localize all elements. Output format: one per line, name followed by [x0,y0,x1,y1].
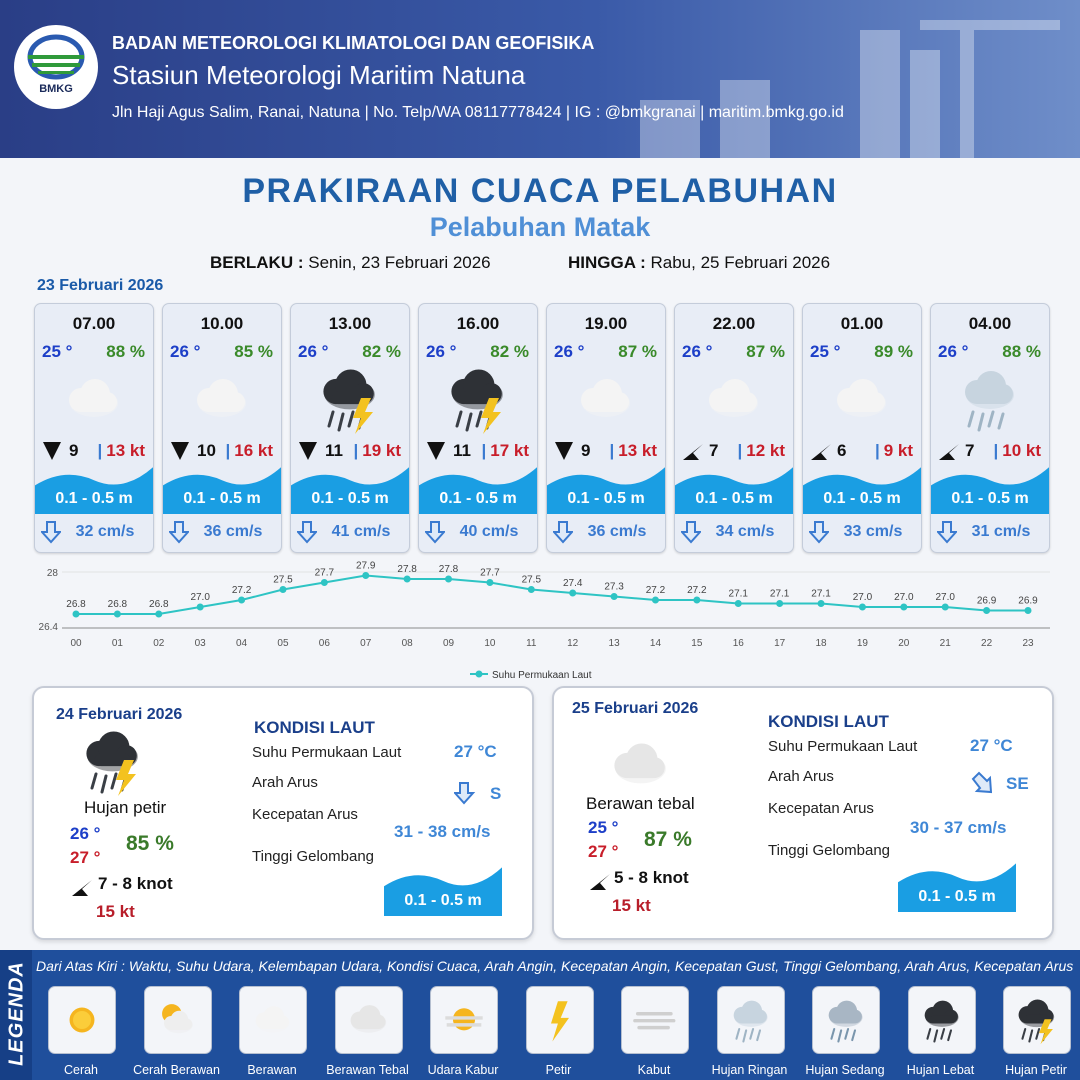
forecast-wind-speed: 10 [197,441,216,460]
panel-temp-max: 27 ° [70,848,101,867]
org-name: BADAN METEOROLOGI KLIMATOLOGI DAN GEOFISIKA [112,33,595,53]
legend-caption: Dari Atas Kiri : Waktu, Suhu Udara, Kelembapan Udara, Kondisi Cuaca, Arah Angin, Kecepatan Angin, Kecepatan Gust, Tinggi Gelombang, Arah Arus, Kecepatan Arus [36,958,1074,974]
chart-data-point [693,597,700,604]
legend-item [430,986,498,1054]
legend-item-label: Petir [545,1063,572,1077]
chart-x-tick-label: 13 [608,638,620,649]
legend-item [239,986,307,1054]
day-panel [32,686,534,940]
page-title: PRAKIRAAN CUACA PELABUHAN [242,172,838,210]
arrow-northeast-icon [681,440,703,462]
panel-temp-min: 26 ° [70,824,101,843]
valid-to-value: Rabu, 25 Februari 2026 [650,253,831,272]
forecast-time: 19.00 [584,314,628,333]
forecast-current-speed: 41 cm/s [331,523,391,540]
panel-date: 25 Februari 2026 [572,700,699,717]
arrow-down-icon [169,520,189,544]
forecast-current-speed: 33 cm/s [843,523,903,540]
forecast-current-speed: 40 cm/s [459,523,519,540]
chart-x-tick-label: 04 [236,638,248,649]
legend-side [0,950,32,1080]
port-illustration [560,0,1080,158]
forecast-card [34,303,154,553]
chart-data-label: 27.7 [314,567,335,579]
forecast-current-speed: 36 cm/s [587,523,647,540]
forecast-time: 22.00 [712,314,756,333]
chart-data-point [155,611,162,618]
forecast-wind-speed: 9 [69,441,79,460]
panel-wave-value: 0.1 - 0.5 m [404,892,482,909]
chart-data-point [404,576,411,583]
sun-cloud-icon [151,993,205,1047]
panel-current-dir-label: Arah Arus [768,768,834,785]
panel-wave-label: Tinggi Gelombang [252,848,375,865]
chart-data-point [238,597,245,604]
valid-from [210,253,491,273]
thunderstorm-icon [311,364,389,434]
forecast-wind-speed: 11 [325,441,343,460]
chart-x-tick-label: 19 [856,638,868,649]
chart-data-label: 27.7 [480,567,500,579]
chart-data-point [486,579,493,586]
cloud-icon [823,364,901,434]
panel-temp-max: 27 ° [588,842,619,861]
panel-humidity: 87 % [644,828,692,851]
legend-item-label: Hujan Petir [1005,1063,1067,1077]
forecast-temp: 26 ° [554,342,585,361]
forecast-humidity: 87 % [618,342,657,361]
panel-sst-label: Suhu Permukaan Laut [768,738,918,755]
chart-data-point [279,586,286,593]
arrow-southeast-icon [970,770,992,796]
forecast-current-speed: 31 cm/s [971,523,1031,540]
valid-from-label: BERLAKU : [210,253,304,272]
forecast-temp: 26 ° [426,342,457,361]
panel-gust: 15 kt [96,902,135,921]
panel-humidity: 85 % [126,832,174,855]
forecast-humidity: 85 % [234,342,273,361]
chart-data-point [114,611,121,618]
arrow-down-icon [681,520,701,544]
chart-data-label: 27.1 [769,588,790,600]
chart-data-label: 26.8 [66,599,86,610]
legend-item [48,986,116,1054]
panel-sst-label: Suhu Permukaan Laut [252,744,402,761]
forecast-time: 07.00 [72,314,116,333]
station-name: Stasiun Meteorologi Maritim Natuna [112,60,526,90]
legend-item-label: Cerah Berawan [133,1063,220,1077]
chart-data-label: 27.8 [438,564,459,575]
panel-wave-value: 0.1 - 0.5 m [918,888,996,905]
chart-data-point [362,572,369,579]
forecast-gust: | 17 kt [481,441,529,461]
thunderstorm-icon [1010,993,1064,1047]
chart-data-point [1025,607,1032,614]
chart-data-label: 27.2 [645,585,666,596]
thunderstorm-icon [74,726,152,796]
forecast-time: 04.00 [968,314,1012,333]
forecast-current-speed: 36 cm/s [203,523,263,540]
forecast-gust: | 16 kt [225,441,273,461]
forecast-card [674,303,794,553]
chart-data-point [321,579,328,586]
cloud-icon [695,364,773,434]
chart-y-tick-label: 26.4 [38,622,58,633]
panel-sst-value: 27 °C [970,736,1013,755]
panel-wave-label: Tinggi Gelombang [768,842,891,859]
panel-current-dir-value: S [490,784,502,803]
legend-item [812,986,880,1054]
panel-current-dir-value: SE [1006,774,1029,793]
chart-data-label: 27.0 [935,592,955,603]
chart-x-tick-label: 21 [939,638,951,649]
chart-data-label: 27.4 [562,578,583,589]
legend-item-label: Hujan Sedang [805,1063,885,1077]
forecast-temp: 25 ° [810,342,841,361]
forecast-temp: 26 ° [170,342,201,361]
forecast-temp: 26 ° [682,342,713,361]
panel-condition: Hujan petir [84,798,167,817]
legend-item [526,986,594,1054]
forecast-temp: 26 ° [938,342,969,361]
forecast-gust: | 10 kt [993,441,1041,461]
chart-x-tick-label: 15 [691,638,703,649]
forecast-card [802,303,922,553]
arrow-north-icon [41,440,63,462]
chart-data-label: 26.9 [1018,595,1038,607]
arrow-down-icon [297,520,317,544]
forecast-wave: 0.1 - 0.5 m [823,490,901,507]
legend-item-label: Kabut [637,1063,671,1077]
chart-x-tick-label: 08 [401,638,413,649]
chart-data-label: 27.9 [356,560,376,572]
valid-to-label: HINGGA : [568,253,646,272]
chart-y-tick-label: 28 [46,568,58,579]
chart-x-tick-label: 03 [194,638,206,649]
chart-data-point [569,590,576,597]
chart-data-label: 27.0 [894,592,914,603]
forecast-time: 13.00 [328,314,372,333]
forecast-time: 16.00 [456,314,500,333]
forecast-card [290,303,410,553]
forecast-card [418,303,538,553]
forecast-wind-speed: 6 [837,441,847,460]
chart-data-point [983,607,990,614]
chart-series-line [76,576,1028,615]
chart-data-label: 26.9 [976,595,997,607]
panel-current-speed-value: 30 - 37 cm/s [910,818,1007,837]
forecast-humidity: 88 % [106,342,145,361]
forecast-temp: 25 ° [42,342,73,361]
chart-x-tick-label: 14 [649,638,662,649]
forecast-current-speed: 32 cm/s [75,523,135,540]
day1-date: 23 Februari 2026 [37,277,164,294]
chart-data-label: 27.2 [231,585,252,596]
chart-data-label: 26.8 [107,599,128,610]
arrow-north-icon [169,440,191,462]
arrow-down-icon [41,520,61,544]
panel-wind: 5 - 8 knot [614,868,689,887]
forecast-gust: | 13 kt [609,441,657,461]
chart-legend-label: Suhu Permukaan Laut [492,670,592,681]
chart-data-label: 27.5 [273,574,293,586]
chart-data-label: 26.8 [149,599,169,610]
cloud-icon [183,364,261,434]
chart-x-tick-label: 12 [567,638,579,649]
chart-x-tick-label: 09 [442,638,455,649]
forecast-wave: 0.1 - 0.5 m [311,490,389,507]
forecast-wind-speed: 7 [709,441,719,460]
forecast-current-speed: 34 cm/s [715,523,775,540]
legend-item [144,986,212,1054]
arrow-northeast-icon [937,440,959,462]
chart-x-tick-label: 20 [898,638,910,649]
legend-item-label: Berawan Tebal [326,1063,409,1077]
forecast-wave: 0.1 - 0.5 m [183,490,261,507]
chart-data-point [652,597,659,604]
forecast-wave: 0.1 - 0.5 m [951,490,1029,507]
chart-data-point [900,604,907,611]
chart-data-label: 27.5 [521,574,542,586]
legend-item-label: Berawan [247,1063,297,1077]
fog-icon [628,993,682,1047]
arrow-down-icon [553,520,573,544]
panel-wind: 7 - 8 knot [98,874,173,893]
cloud-icon [567,364,645,434]
forecast-time: 01.00 [840,314,884,333]
day-panel [552,686,1054,940]
legend-item-label: Cerah [63,1063,99,1077]
panel-sea-title: KONDISI LAUT [254,718,375,737]
panel-condition: Berawan tebal [586,794,695,813]
arrow-north-icon [297,440,319,462]
legend-item [1003,986,1071,1054]
arrow-northeast-icon [70,876,92,898]
arrow-north-icon [425,440,447,462]
legend-item [621,986,689,1054]
chart-data-label: 27.8 [397,564,417,575]
forecast-humidity: 87 % [746,342,785,361]
chart-x-tick-label: 06 [318,638,330,649]
chart-data-label: 27.1 [728,588,748,600]
forecast-humidity: 82 % [490,342,529,361]
overcast-icon [602,730,680,800]
chart-x-tick-label: 07 [360,638,372,649]
chart-data-point [818,600,825,607]
chart-data-point [528,586,535,593]
legend-item-label: Hujan Lebat [906,1063,975,1077]
forecast-card [546,303,666,553]
chart-legend-marker [476,671,483,678]
forecast-wave: 0.1 - 0.5 m [55,490,133,507]
chart-data-label: 27.0 [852,592,873,603]
logo-text: BMKG [39,83,73,95]
chart-x-tick-label: 10 [484,638,496,649]
chart-data-point [197,604,204,611]
forecast-wave: 0.1 - 0.5 m [439,490,517,507]
bmkg-emblem-icon [14,25,98,85]
chart-data-point [445,576,452,583]
cloud-icon [55,364,133,434]
forecast-wind-speed: 11 [453,441,471,460]
chart-x-tick-label: 02 [153,638,165,649]
panel-current-speed-label: Kecepatan Arus [252,806,358,823]
panel-current-speed-label: Kecepatan Arus [768,800,874,817]
sst-chart [20,560,1070,682]
forecast-humidity: 82 % [362,342,401,361]
page-subtitle: Pelabuhan Matak [429,212,651,242]
heavy-rain-icon [915,993,969,1047]
valid-from-value: Senin, 23 Februari 2026 [308,253,491,272]
lightning-icon [533,993,587,1047]
arrow-northeast-icon [809,440,831,462]
sun-icon [55,993,109,1047]
forecast-wind-speed: 7 [965,441,975,460]
arrow-north-icon [553,440,575,462]
forecast-card [162,303,282,553]
forecast-wave: 0.1 - 0.5 m [695,490,773,507]
overcast-icon [342,993,396,1047]
legend-item-label: Hujan Ringan [711,1063,788,1077]
chart-x-tick-label: 00 [70,638,82,649]
arrow-down-icon [937,520,957,544]
forecast-card [930,303,1050,553]
light-rain-icon [724,993,778,1047]
legend-item [717,986,785,1054]
moderate-rain-icon [819,993,873,1047]
panel-temp-min: 25 ° [588,818,619,837]
forecast-gust: | 13 kt [97,441,145,461]
thunderstorm-icon [439,364,517,434]
chart-data-point [942,604,949,611]
header-banner [0,0,1080,158]
forecast-temp: 26 ° [298,342,329,361]
legend-item [908,986,976,1054]
forecast-gust: | 9 kt [875,441,913,461]
chart-data-label: 27.3 [604,581,624,593]
arrow-northeast-icon [588,870,610,892]
chart-data-label: 27.2 [687,585,707,596]
forecast-wind-speed: 9 [581,441,591,460]
chart-x-tick-label: 16 [732,638,744,649]
arrow-down-icon [425,520,445,544]
chart-data-point [776,600,783,607]
bmkg-logo [14,25,98,109]
haze-icon [437,993,491,1047]
chart-data-point [859,604,866,611]
chart-data-point [611,593,618,600]
panel-sea-title: KONDISI LAUT [768,712,889,731]
chart-data-label: 27.1 [811,588,831,600]
cloud-icon [246,993,300,1047]
chart-x-tick-label: 22 [981,638,993,649]
forecast-gust: | 19 kt [353,441,401,461]
legend-title: LEGENDA [5,961,28,1066]
forecast-wave: 0.1 - 0.5 m [567,490,645,507]
contact-info: Jln Haji Agus Salim, Ranai, Natuna | No. Telp/WA 08117778424 | IG : @bmkgranai | maritim.bmkg.go.id [112,104,844,121]
panel-gust: 15 kt [612,896,651,915]
legend-item-label: Udara Kabur [427,1063,499,1077]
forecast-gust: | 12 kt [737,441,785,461]
chart-x-tick-label: 01 [111,638,123,649]
panel-date: 24 Februari 2026 [56,706,183,723]
panel-current-speed-value: 31 - 38 cm/s [394,822,491,841]
chart-x-tick-label: 11 [526,638,537,649]
forecast-humidity: 89 % [874,342,913,361]
chart-data-label: 27.0 [190,592,210,603]
forecast-time: 10.00 [200,314,244,333]
chart-x-tick-label: 23 [1022,638,1034,649]
chart-data-point [735,600,742,607]
chart-data-point [73,611,80,618]
arrow-down-icon [809,520,829,544]
chart-x-tick-label: 18 [815,638,827,649]
panel-current-dir-label: Arah Arus [252,774,318,791]
light-rain-icon [951,364,1029,434]
valid-to [568,253,830,273]
legend-item [335,986,403,1054]
arrow-down-icon [454,780,476,806]
panel-sst-value: 27 °C [454,742,497,761]
chart-x-tick-label: 17 [774,638,786,649]
chart-x-tick-label: 05 [277,638,289,649]
forecast-humidity: 88 % [1002,342,1041,361]
